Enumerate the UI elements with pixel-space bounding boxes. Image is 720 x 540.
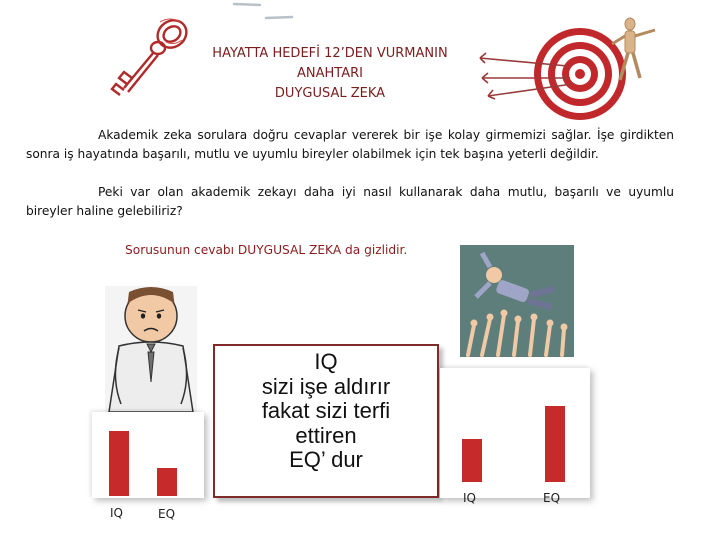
statement-line-5: EQ’ dur: [289, 447, 363, 472]
answer-text: Sorusunun cevabı DUYGUSAL ZEKA da gizlidir.: [125, 243, 408, 257]
decorative-strokes: [230, 0, 300, 30]
right-eq-gauge: [545, 400, 565, 482]
statement-line-1: IQ: [314, 349, 338, 374]
archery-target-illustration: [470, 14, 680, 124]
left-iq-gauge-fill: [109, 431, 129, 496]
statement-line-4: ettiren: [295, 422, 357, 448]
right-eq-gauge-fill: [545, 406, 565, 482]
paragraph-2-text: Peki var olan akademik zekayı daha iyi nasıl kullanarak daha mutlu, başarılı ve uyumlu bireyler haline gelebiliriz?: [26, 185, 674, 218]
title-line-2: ANAHTARI: [297, 66, 363, 81]
paragraph-1: [26, 126, 674, 164]
right-iq-gauge: [462, 400, 482, 482]
sad-man-illustration: [105, 286, 197, 416]
statement-text: [215, 346, 437, 473]
right-iq-label: IQ: [463, 491, 476, 505]
right-eq-label: EQ: [543, 491, 561, 505]
crowd-lifting-man-illustration: [460, 245, 574, 357]
iq-eq-statement-box: [213, 344, 439, 498]
left-eq-gauge: [157, 422, 177, 496]
right-iq-gauge-fill: [462, 439, 482, 482]
paragraph-1-text: Akademik zeka sorulara doğru cevaplar vererek bir işe kolay girmemizi sağlar. İşe girdikten sonra iş hayatında başarılı, mutlu ve uyumlu bireyler olabilmek için tek başına yeterli değildir.: [26, 128, 674, 161]
title-line-3: DUYGUSAL ZEKA: [274, 86, 386, 101]
left-iq-label: IQ: [110, 506, 123, 520]
paragraph-2: [26, 183, 674, 221]
left-eq-label: EQ: [158, 507, 176, 521]
statement-line-2: sizi işe aldırır: [261, 373, 391, 399]
left-eq-gauge-fill: [157, 468, 177, 496]
title-line-1: HAYATTA HEDEFİ 12’DEN VURMANIN: [212, 46, 448, 61]
left-iq-gauge: [109, 422, 129, 496]
statement-line-3: fakat sizi terfi: [261, 398, 391, 423]
page-title: [180, 44, 480, 104]
